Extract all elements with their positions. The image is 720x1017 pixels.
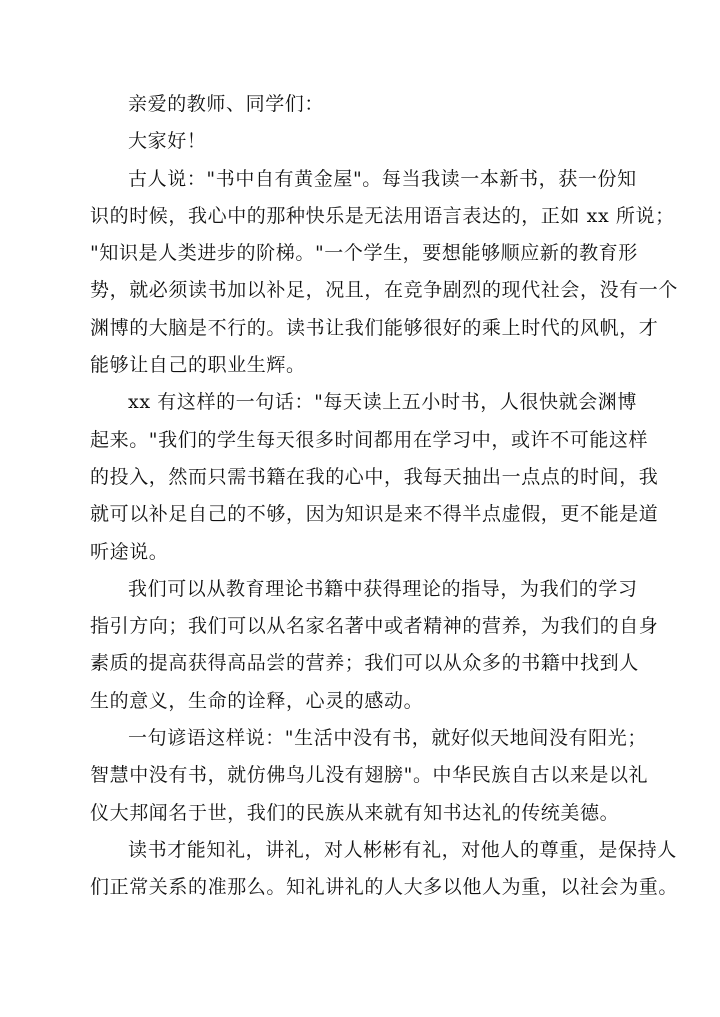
text-line: 就可以补足自己的不够，因为知识是来不得半点虚假，更不能是道 (90, 503, 659, 526)
text-line: 古人说："书中自有黄金屋"。每当我读一本新书，获一份知 (128, 167, 637, 190)
text-line: 大家好！ (128, 130, 207, 153)
text-line: 生的意义，生命的诠释，心灵的感动。 (90, 689, 424, 712)
text-line: 亲爱的教师、同学们： (128, 93, 325, 115)
text-line: 一句谚语这样说："生活中没有书，就好似天地间没有阳光； (128, 727, 647, 750)
text-line: 们正常关系的准那么。知礼讲礼的人大多以他人为重，以社会为重。 (90, 876, 679, 899)
text-line: 渊博的大脑是不行的。读书让我们能够很好的乘上时代的风帆，才 (90, 316, 659, 339)
text-line: 读书才能知礼，讲礼，对人彬彬有礼，对他人的尊重，是保持人 (128, 838, 677, 861)
text-line: 素质的提高获得高品尝的营养；我们可以从众多的书籍中找到人 (90, 652, 639, 675)
text-line: 仪大邦闻名于世，我们的民族从来就有知书达礼的传统美德。 (90, 801, 620, 824)
text-line: 指引方向；我们可以从名家名著中或者精神的营养，为我们的自身 (90, 615, 659, 638)
text-line: 的投入，然而只需书籍在我的心中，我每天抽出一点点的时间，我 (90, 465, 659, 488)
text-line: 听途说。 (90, 540, 169, 563)
text-line: 智慧中没有书，就仿佛鸟儿没有翅膀"。中华民族自古以来是以礼 (90, 764, 649, 787)
text-line: 能够让自己的职业生辉。 (90, 354, 306, 377)
speech-text (90, 86, 679, 907)
text-line: "知识是人类进步的阶梯。"一个学生，要想能够顺应新的教育形 (90, 242, 638, 265)
text-line: 识的时候，我心中的那种快乐是无法用语言表达的，正如 xx 所说； (90, 204, 675, 227)
text-line: 我们可以从教育理论书籍中获得理论的指导，为我们的学习 (128, 577, 638, 600)
text-line: 势，就必须读书加以补足，况且，在竞争剧烈的现代社会，没有一个 (90, 279, 679, 302)
text-line: 起来。"我们的学生每天很多时间都用在学习中，或许不可能这样 (90, 428, 649, 451)
text-line: xx 有这样的一句话："每天读上五小时书，人很快就会渊博 (128, 391, 638, 414)
